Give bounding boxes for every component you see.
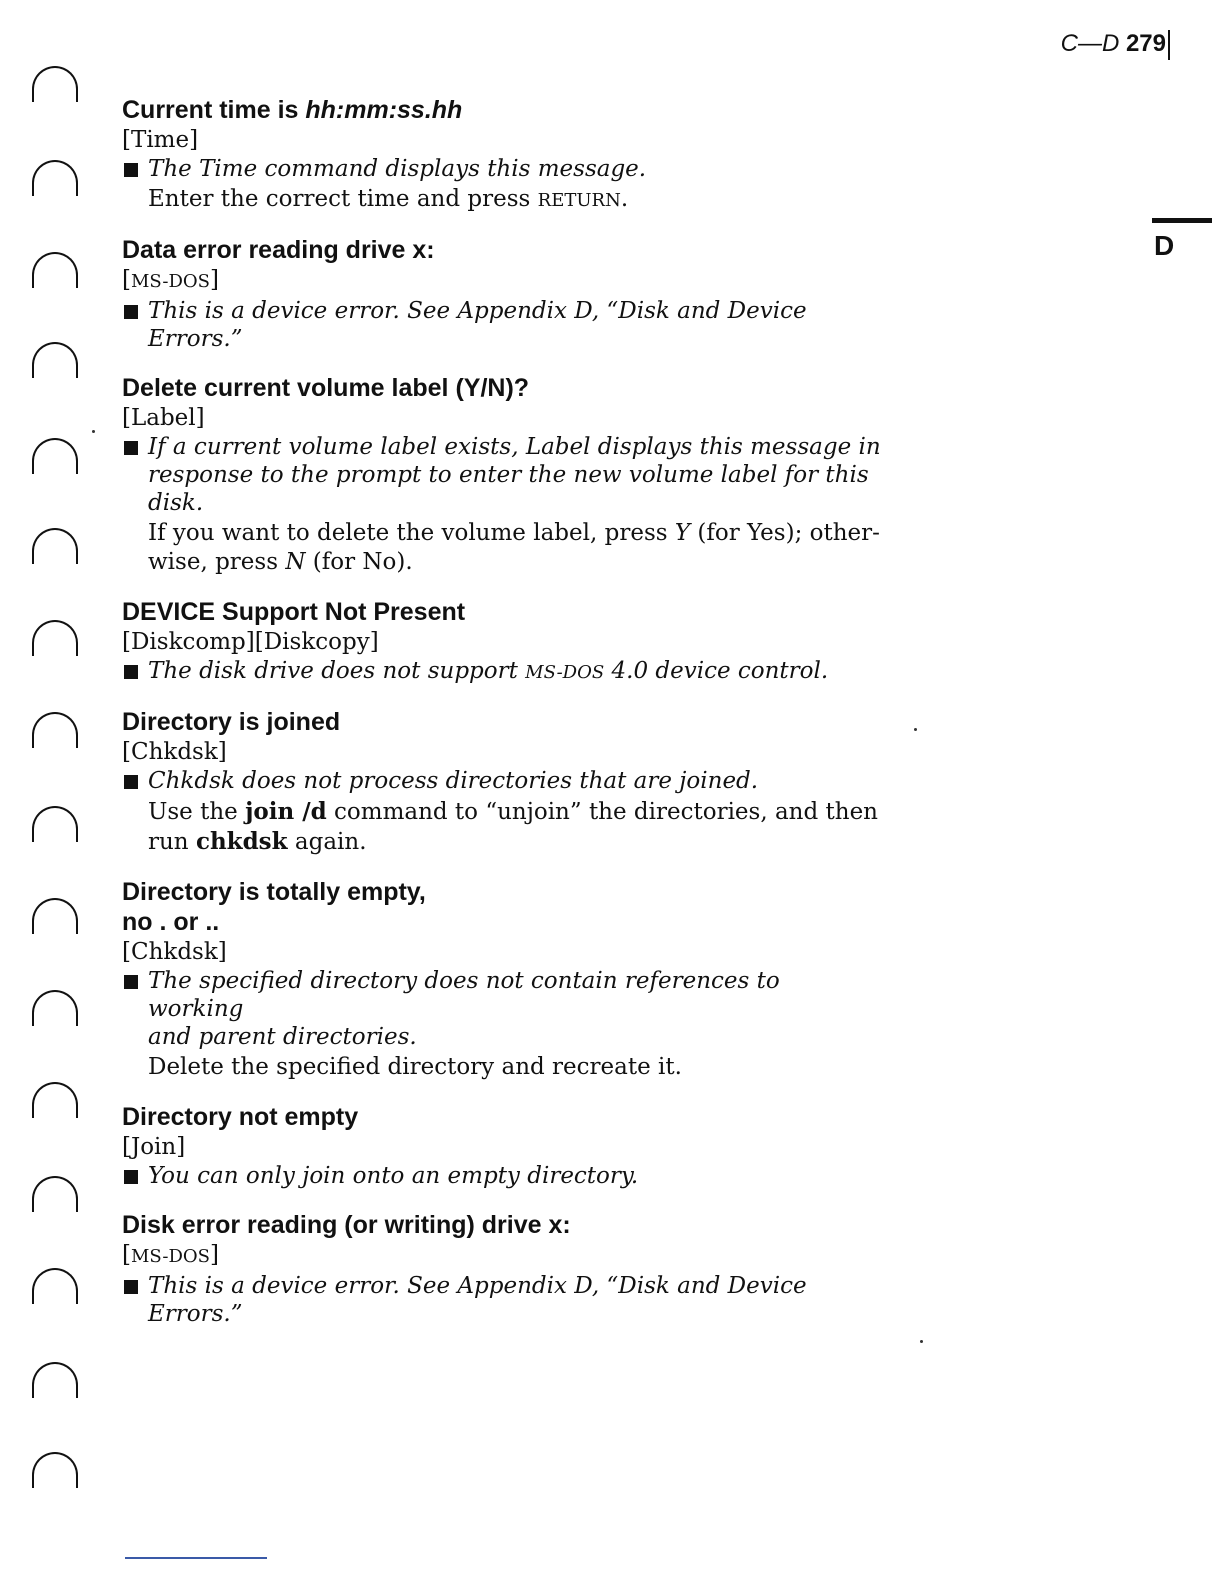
- binder-hole-icon: [32, 66, 78, 102]
- binder-hole-icon: [32, 160, 78, 196]
- page-header: [1061, 30, 1166, 58]
- section-label: C—D: [1060, 30, 1120, 57]
- message-description: The Time command displays this message.: [122, 155, 882, 183]
- message-entry: [122, 597, 882, 687]
- binder-hole-icon: [32, 438, 78, 474]
- command-ref: [Chkdsk]: [122, 739, 227, 765]
- binder-hole-icon: [32, 1362, 78, 1398]
- command-ref: [Time]: [122, 127, 199, 153]
- binder-hole-icon: [32, 1082, 78, 1118]
- command-ref: [MS-DOS]: [122, 267, 219, 293]
- page-number: 279: [1125, 30, 1166, 57]
- message-heading: Current time is hh:mm:ss.hh: [122, 96, 463, 124]
- binder-hole-icon: [32, 898, 78, 934]
- message-heading: Data error reading drive x:: [122, 236, 435, 264]
- message-description: This is a device error. See Appendix D, “Disk and Device Errors.”: [122, 297, 882, 353]
- message-description: This is a device error. See Appendix D, “Disk and Device Errors.”: [122, 1272, 882, 1328]
- binder-hole-icon: [32, 528, 78, 564]
- command-ref: [Join]: [122, 1134, 186, 1160]
- message-heading: Directory is totally empty, no . or ..: [122, 878, 426, 936]
- message-heading: Directory not empty: [122, 1103, 359, 1131]
- message-heading: Delete current volume label (Y/N)?: [122, 374, 530, 402]
- message-entry: [122, 1102, 882, 1190]
- message-note: If you want to delete the volume label, press Y (for Yes); other- wise, press N (for No).: [148, 520, 880, 575]
- message-description: The specified directory does not contain references to working and parent directories.: [122, 967, 882, 1051]
- command-ref: [Chkdsk]: [122, 939, 227, 965]
- message-note: Enter the correct time and press RETURN.: [148, 186, 629, 212]
- binder-hole-icon: [32, 806, 78, 842]
- message-description: You can only join onto an empty directory.: [122, 1162, 882, 1190]
- message-entry: [122, 1210, 882, 1328]
- message-entry: [122, 707, 882, 857]
- message-heading: Disk error reading (or writing) drive x:: [122, 1211, 571, 1239]
- binder-hole-icon: [32, 712, 78, 748]
- message-note: Delete the specified directory and recreate it.: [148, 1054, 682, 1080]
- scan-speck: [920, 1340, 923, 1343]
- message-heading: DEVICE Support Not Present: [122, 598, 466, 626]
- binder-hole-icon: [32, 1176, 78, 1212]
- message-entry: [122, 877, 882, 1082]
- binder-hole-icon: [32, 1452, 78, 1488]
- scan-speck: [914, 728, 917, 731]
- message-list: [122, 95, 882, 1348]
- message-entry: [122, 95, 882, 215]
- message-note: Use the join /d command to “unjoin” the directories, and then run chkdsk again.: [148, 798, 878, 855]
- binder-hole-icon: [32, 252, 78, 288]
- header-rule: [1168, 30, 1170, 60]
- scan-speck: [92, 430, 95, 433]
- message-description: The disk drive does not support MS-DOS 4.0 device control.: [122, 657, 882, 687]
- binder-hole-icon: [32, 620, 78, 656]
- message-heading: Directory is joined: [122, 708, 341, 736]
- message-description: If a current volume label exists, Label displays this message in response to the prompt to enter the new volume label for this disk.: [122, 433, 882, 517]
- section-tab-letter: D: [1154, 230, 1175, 261]
- section-tab-bar: [1152, 218, 1212, 223]
- binder-hole-icon: [32, 990, 78, 1026]
- command-ref: [MS-DOS]: [122, 1242, 219, 1268]
- command-ref: [Diskcomp][Diskcopy]: [122, 629, 379, 655]
- binder-hole-icon: [32, 342, 78, 378]
- footer-line: [125, 1557, 267, 1559]
- message-description: Chkdsk does not process directories that are joined.: [122, 767, 882, 795]
- message-entry: [122, 235, 882, 353]
- command-ref: [Label]: [122, 405, 205, 431]
- message-entry: [122, 373, 882, 577]
- binder-hole-icon: [32, 1268, 78, 1304]
